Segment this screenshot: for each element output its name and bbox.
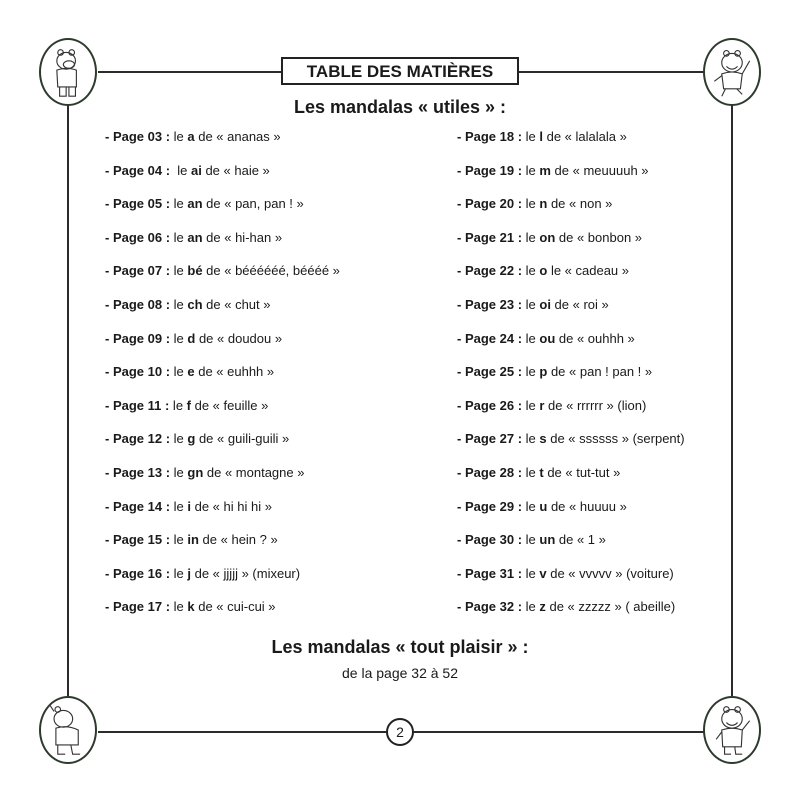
toc-entry-article: le — [170, 196, 188, 212]
toc-entry-sound: f — [186, 397, 191, 413]
toc-entry-page: - Page 14 : — [105, 498, 171, 514]
toc-entry-article: le — [170, 431, 188, 447]
toc-entry-example: de « pan, pan ! » — [202, 196, 304, 212]
toc-entry-article: le — [522, 498, 540, 514]
toc-entry-page: - Page 32 : — [457, 599, 523, 615]
toc-entry-sound: k — [187, 599, 195, 615]
toc-entry-article: le — [170, 229, 188, 245]
toc-entry-sound: u — [539, 498, 548, 514]
toc-entry-article: le — [522, 297, 540, 312]
toc-entry — [105, 398, 268, 413]
toc-entry-page: - Page 27 : — [457, 431, 523, 447]
toc-entry — [457, 263, 629, 278]
toc-entry-sound: an — [187, 229, 203, 245]
frame-left-line — [67, 104, 69, 696]
toc-entry-page: - Page 23 : — [457, 297, 523, 312]
toc-entry-page: - Page 04 : — [105, 162, 171, 178]
toc-entry-article: le — [522, 599, 540, 615]
toc-entry-sound: gn — [187, 465, 204, 480]
toc-entry-sound: r — [539, 397, 545, 413]
toc-entry-sound: in — [187, 532, 199, 548]
toc-entry-example: de « tut-tut » — [543, 465, 621, 480]
toc-entry — [457, 230, 642, 245]
toc-entry-article: le — [522, 431, 540, 447]
toc-entry-page: - Page 19 : — [457, 162, 523, 178]
toc-entry-sound: m — [539, 162, 551, 178]
toc-entry-article: le — [170, 162, 191, 178]
toc-entry-page: - Page 28 : — [457, 465, 523, 480]
toc-entry-example: de « lalalala » — [543, 129, 627, 144]
toc-entry-sound: g — [187, 431, 196, 447]
toc-entry-article: le — [522, 364, 540, 380]
section-pleasure-range: de la page 32 à 52 — [342, 665, 458, 681]
toc-entry-sound: ou — [539, 330, 556, 346]
toc-entry-example: de « zzzzz » ( abeille) — [545, 599, 676, 615]
toc-entry-sound: z — [539, 599, 546, 615]
toc-entry-sound: un — [539, 532, 556, 548]
toc-entry-example: de « ouhhh » — [555, 330, 635, 346]
toc-entry-article: le — [170, 565, 188, 581]
toc-entry-page: - Page 07 : — [105, 263, 171, 279]
toc-entry — [457, 331, 635, 346]
frame-top-right-line — [518, 71, 704, 73]
toc-entry — [105, 230, 282, 245]
toc-entry-example: de « hi hi hi » — [191, 498, 272, 514]
toc-entry-page: - Page 03 : — [105, 129, 171, 144]
toc-entry-article: le — [522, 162, 540, 178]
toc-entry — [457, 129, 627, 144]
toc-entry-article: le — [170, 599, 188, 615]
toc-entry-example: de « montagne » — [203, 465, 305, 480]
toc-entry-example: de « guili-guili » — [195, 431, 290, 447]
toc-entry — [457, 163, 649, 178]
toc-entry — [457, 599, 675, 614]
toc-entry-page: - Page 31 : — [457, 565, 523, 581]
toc-entry-page: - Page 18 : — [457, 129, 523, 144]
toc-entry-page: - Page 08 : — [105, 297, 171, 312]
toc-entry — [105, 331, 282, 346]
toc-entry-example: de « meuuuuh » — [550, 162, 649, 178]
toc-entry-example: le « cadeau » — [547, 263, 630, 279]
toc-entry-page: - Page 26 : — [457, 397, 523, 413]
toc-entry-sound: p — [539, 364, 548, 380]
frame-top-left-line — [98, 71, 282, 73]
page-title: TABLE DES MATIÈRES — [281, 57, 519, 85]
toc-entry-article: le — [170, 498, 188, 514]
toc-entry — [457, 297, 609, 312]
toc-entry — [105, 263, 340, 278]
toc-entry-page: - Page 15 : — [105, 532, 171, 548]
toc-entry-sound: a — [187, 129, 195, 144]
toc-entry-example: de « 1 » — [555, 532, 606, 548]
toc-entry-article: le — [170, 129, 188, 144]
toc-entry-sound: v — [539, 565, 547, 581]
toc-entry-page: - Page 10 : — [105, 364, 171, 380]
toc-entry-article: le — [522, 229, 540, 245]
toc-entry-article: le — [522, 465, 540, 480]
toc-entry — [105, 129, 281, 144]
toc-entry-example: de « haie » — [201, 162, 270, 178]
toc-entry-example: de « cui-cui » — [194, 599, 276, 615]
toc-entry — [457, 431, 685, 446]
toc-entry — [457, 499, 627, 514]
frame-right-line — [731, 104, 733, 696]
toc-entry-article: le — [170, 330, 188, 346]
toc-entry-article: le — [522, 263, 540, 279]
toc-entry-page: - Page 21 : — [457, 229, 523, 245]
toc-entry-sound: s — [539, 431, 547, 447]
toc-entry-example: de « ssssss » (serpent) — [546, 431, 685, 447]
toc-entry-example: de « feuille » — [191, 397, 269, 413]
toc-entry — [457, 398, 646, 413]
toc-entry-article: le — [522, 129, 540, 144]
toc-entry-article: le — [170, 465, 188, 480]
toc-entry-example: de « pan ! pan ! » — [547, 364, 653, 380]
toc-entry — [105, 532, 278, 547]
toc-entry — [105, 499, 272, 514]
toc-entry-page: - Page 06 : — [105, 229, 171, 245]
toc-entry-example: de « bonbon » — [555, 229, 643, 245]
toc-entry-sound: o — [539, 263, 548, 279]
toc-entry-page: - Page 22 : — [457, 263, 523, 279]
toc-entry-page: - Page 30 : — [457, 532, 523, 548]
toc-entry-page: - Page 20 : — [457, 196, 523, 212]
toc-entry — [105, 431, 289, 446]
toc-entry-example: de « euhhh » — [194, 364, 275, 380]
toc-entry-article: le — [522, 196, 540, 212]
toc-entry-page: - Page 13 : — [105, 465, 171, 480]
section-heading-useful: Les mandalas « utiles » : — [293, 97, 507, 117]
toc-entry-article: le — [170, 532, 188, 548]
toc-entry — [457, 364, 652, 379]
hippo-illustration-top-left — [39, 38, 97, 106]
toc-entry-example: de « jjjjj » (mixeur) — [191, 565, 301, 581]
toc-entry-sound: i — [187, 498, 191, 514]
toc-entry-page: - Page 12 : — [105, 431, 171, 447]
toc-entry-article: le — [522, 330, 540, 346]
toc-entry-sound: j — [187, 565, 191, 581]
toc-entry — [105, 364, 274, 379]
toc-entry-article: le — [170, 364, 188, 380]
hippo-illustration-top-right — [703, 38, 761, 106]
section-heading-pleasure: Les mandalas « tout plaisir » : — [271, 637, 529, 657]
toc-entry-article: le — [170, 263, 188, 279]
toc-entry — [457, 532, 606, 547]
toc-entry-example: de « chut » — [202, 297, 271, 312]
hippo-illustration-bottom-right — [703, 696, 761, 764]
toc-entry-sound: ch — [187, 297, 203, 312]
toc-entry-page: - Page 17 : — [105, 599, 171, 615]
page-number: 2 — [386, 718, 414, 746]
toc-entry — [105, 196, 304, 211]
toc-entry-sound: e — [187, 364, 195, 380]
toc-entry-article: le — [169, 397, 187, 413]
toc-entry — [105, 163, 270, 178]
toc-entry-page: - Page 16 : — [105, 565, 171, 581]
toc-entry-example: de « hein ? » — [198, 532, 278, 548]
toc-entry-example: de « non » — [547, 196, 613, 212]
toc-entry-example: de « vvvvv » (voiture) — [546, 565, 674, 581]
toc-entry-article: le — [522, 397, 540, 413]
toc-entry-page: - Page 09 : — [105, 330, 171, 346]
toc-entry-example: de « doudou » — [195, 330, 283, 346]
toc-entry-example: de « béééééé, béééé » — [202, 263, 340, 279]
toc-entry-sound: bé — [187, 263, 203, 279]
toc-entry-article: le — [522, 565, 540, 581]
toc-entry-page: - Page 29 : — [457, 498, 523, 514]
toc-entry — [457, 465, 620, 480]
toc-entry-sound: ai — [191, 162, 202, 178]
hippo-illustration-bottom-left — [39, 696, 97, 764]
toc-entry-example: de « roi » — [550, 297, 609, 312]
toc-entry-article: le — [170, 297, 188, 312]
toc-entry-example: de « huuuu » — [547, 498, 627, 514]
toc-entry-sound: n — [539, 196, 548, 212]
toc-entry-page: - Page 05 : — [105, 196, 171, 212]
toc-entry — [457, 566, 674, 581]
toc-entry-sound: l — [539, 129, 543, 144]
toc-entry-sound: on — [539, 229, 556, 245]
toc-entry-sound: d — [187, 330, 196, 346]
toc-entry-article: le — [522, 532, 540, 548]
toc-entry-sound: t — [539, 465, 544, 480]
toc-entry-sound: oi — [539, 297, 551, 312]
toc-entry-example: de « hi-han » — [202, 229, 283, 245]
toc-entry — [105, 566, 300, 581]
toc-entry — [105, 599, 276, 614]
toc-entry-example: de « rrrrrr » (lion) — [544, 397, 647, 413]
toc-entry-sound: an — [187, 196, 203, 212]
toc-entry — [105, 297, 271, 312]
toc-entry-example: de « ananas » — [194, 129, 281, 144]
toc-entry — [105, 465, 304, 480]
toc-entry-page: - Page 24 : — [457, 330, 523, 346]
toc-entry — [457, 196, 612, 211]
toc-entry-page: - Page 25 : — [457, 364, 523, 380]
toc-entry-page: - Page 11 : — [105, 397, 170, 413]
